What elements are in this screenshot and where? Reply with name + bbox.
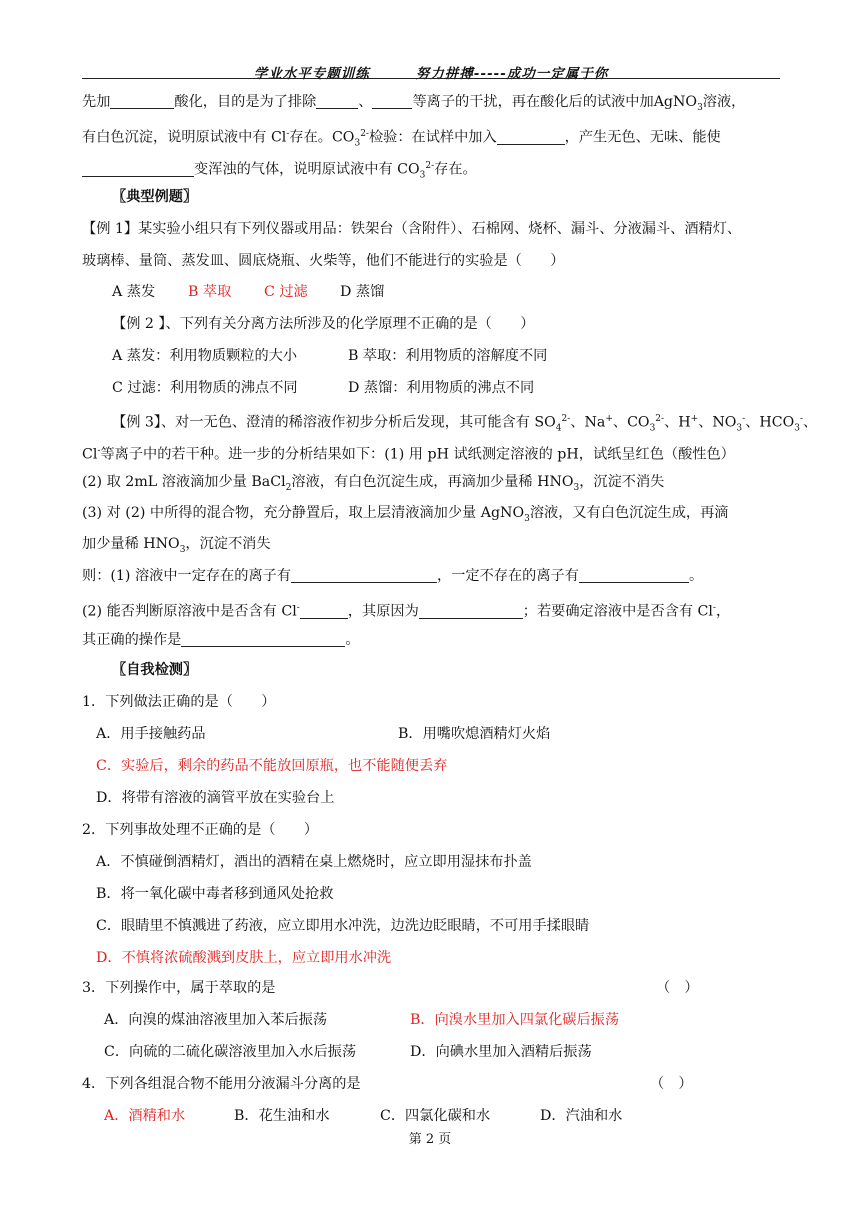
q2-option-d: D．不慎将浓硫酸溅到皮肤上，应立即用水冲洗: [96, 950, 392, 966]
q2-stem: 2．下列事故处理不正确的是（ ）: [82, 822, 319, 838]
q3-option-a: A．向溴的煤油溶液里加入苯后振荡: [104, 1012, 328, 1028]
ex3-text: ，一定不存在的离子有: [437, 568, 579, 584]
subscript: 3: [794, 423, 800, 434]
ex3-line-5: [82, 534, 271, 560]
superscript: -: [296, 603, 300, 613]
answer-blank[interactable]: [82, 160, 194, 177]
answer-blank[interactable]: [291, 566, 437, 583]
superscript: -: [712, 603, 716, 613]
ex3-text: ，沉淀不消失: [185, 536, 271, 552]
ex3-text: ，: [715, 603, 731, 620]
ex3-line-1: [112, 409, 817, 439]
ex3-text: 则：(1) 溶液中一定存在的离子有: [82, 568, 292, 584]
ex3-line-6: [82, 566, 703, 586]
subscript: 3: [419, 170, 426, 181]
superscript: 2-: [425, 161, 435, 171]
page-header: [82, 62, 780, 82]
q4-option-c: C．四氯化碳和水: [380, 1108, 491, 1124]
ex3-text: 等离子中的若干种。进一步的分析结果如下：(1) 用 pH 试纸测定溶液的 pH，试纸呈红色（酸性色）: [100, 446, 735, 463]
ex3-line-2: [82, 441, 735, 465]
q3-stem: 3．下列操作中，属于萃取的是: [82, 980, 276, 996]
ex1-option-d: D 蒸馏: [340, 284, 385, 300]
q3-option-b: B．向溴水里加入四氯化碳后振荡: [410, 1012, 620, 1028]
ex2-option-a: A 蒸发：利用物质颗粒的大小: [112, 348, 298, 364]
subscript: 3: [573, 482, 580, 493]
subscript: 4: [555, 423, 562, 434]
q4-option-d: D．汽油和水: [540, 1108, 623, 1124]
q3-option-c: C．向硫的二硫化碳溶液里加入水后振荡: [104, 1044, 357, 1060]
answer-blank[interactable]: [300, 602, 348, 619]
ex3-text: ；若要确定溶液中是否含有 Cl: [522, 603, 713, 620]
subscript: 3: [697, 102, 703, 113]
intro-text: 酸化，目的是为了排除: [174, 94, 317, 110]
ex1-line-1: 【例 1】某实验小组只有下列仪器或用品：铁架台（含附件）、石棉网、烧杯、漏斗、分液漏斗、酒精灯、: [82, 221, 742, 237]
ex1-line-2: 玻璃棒、量筒、蒸发皿、圆底烧瓶、火柴等，他们不能进行的实验是（ ）: [82, 253, 565, 269]
ex3-text: (2) 取 2mL 溶液滴加少量 BaCl: [82, 474, 286, 490]
intro-text: 溶液，: [702, 94, 746, 110]
header-left: 学业水平专题训练: [253, 66, 370, 82]
ex2-option-b: B 萃取：利用物质的溶解度不同: [348, 348, 548, 364]
subscript: 3: [354, 138, 361, 149]
ex3-text: 溶液，又有白色沉淀生成，再滴: [529, 505, 729, 521]
ex3-text: 、CO: [612, 414, 650, 431]
ex3-text: ，沉淀不消失: [579, 474, 665, 490]
intro-text: 变浑浊的气体，说明原试液中有 CO: [194, 161, 420, 178]
ex3-text: 【例 3】、对一无色、澄清的稀溶液作初步分析后发现，其可能含有 SO: [112, 414, 556, 431]
answer-blank[interactable]: [316, 92, 358, 109]
q4-option-b: B．花生油和水: [234, 1108, 330, 1124]
intro-text: 等离子的干扰，再在酸化后的试液中加: [412, 94, 654, 110]
answer-blank[interactable]: [181, 630, 345, 647]
answer-blank[interactable]: [372, 92, 412, 109]
superscript: -: [742, 414, 746, 424]
ex3-text: Cl: [82, 446, 98, 463]
intro-text: 检验：在试样中加入: [368, 129, 497, 146]
q4-option-a: A．酒精和水: [104, 1108, 186, 1124]
ex3-line-3: [82, 472, 664, 498]
ex3-text: 。: [345, 632, 360, 648]
ex1-option-c: C 过滤: [264, 284, 308, 300]
q1-option-a: A．用手接触药品: [96, 726, 206, 742]
intro-line-2: [82, 124, 721, 154]
intro-text: 存在。CO: [289, 129, 355, 146]
ex3-text: 、HCO: [745, 414, 795, 431]
ex3-text: 、H: [664, 414, 691, 431]
section-self-check: 〖自我检测〗: [112, 662, 198, 678]
subscript: 3: [736, 423, 743, 434]
page-number: 第 2 页: [408, 1132, 452, 1147]
answer-blank[interactable]: [497, 128, 565, 145]
q1-option-d: D．将带有溶液的滴管平放在实验台上: [96, 790, 335, 806]
q1-option-c: C．实验后，剩余的药品不能放回原瓶，也不能随便丢弃: [96, 758, 448, 774]
q2-option-a: A．不慎碰倒酒精灯，酒出的酒精在桌上燃烧时，应立即用湿抹布扑盖: [96, 854, 532, 870]
q2-option-c: C．眼睛里不慎溅进了药液，应立即用水冲洗，边洗边眨眼睛，不可用手揉眼睛: [96, 918, 590, 934]
header-right: 努力拼搏-----成功一定属于你: [415, 66, 609, 82]
q1-stem: 1．下列做法正确的是（ ）: [82, 694, 276, 710]
ex3-text: 。: [688, 568, 704, 584]
ex3-text: 其正确的操作是: [82, 632, 182, 648]
intro-line-3: [82, 156, 477, 186]
header-divider: [82, 78, 780, 79]
subscript: 3: [649, 423, 656, 434]
answer-blank[interactable]: [579, 566, 689, 583]
q2-option-b: B．将一氧化碳中毒者移到通风处抢救: [96, 886, 334, 902]
intro-text: AgNO: [653, 94, 698, 110]
ex1-option-b: B 萃取: [188, 284, 232, 300]
superscript: -: [799, 414, 804, 424]
ex3-text: (2) 能否判断原溶液中是否含有 Cl: [82, 603, 297, 620]
subscript: 3: [179, 544, 186, 555]
q4-answer-paren: （ ）: [650, 1076, 693, 1092]
ex3-text: 、NO: [698, 414, 737, 431]
answer-blank[interactable]: [110, 92, 174, 109]
ex3-text: 溶液，有白色沉淀生成，再滴加少量稀 HNO: [291, 474, 574, 490]
intro-text: 有白色沉淀，说明原试液中有 Cl: [82, 129, 287, 146]
ex3-line-4: [82, 503, 728, 529]
ex2-option-c: C 过滤：利用物质的沸点不同: [112, 380, 298, 396]
ex3-line-8: [82, 630, 360, 650]
superscript: 2-: [360, 129, 369, 139]
superscript: -: [97, 446, 101, 456]
ex3-line-7: [82, 598, 730, 622]
superscript: 2-: [655, 414, 665, 424]
superscript: -: [286, 129, 290, 139]
ex3-text: ，其原因为: [347, 603, 419, 620]
intro-text: 先加: [82, 94, 111, 110]
intro-text: 、: [358, 94, 373, 110]
ex3-text: 、: [803, 414, 818, 431]
answer-blank[interactable]: [419, 602, 523, 619]
superscript: +: [690, 414, 699, 424]
intro-text: ，产生无色、无味、能使: [564, 129, 721, 146]
ex1-option-a: A 蒸发: [112, 284, 156, 300]
subscript: 3: [524, 513, 530, 524]
q3-answer-paren: （ ）: [656, 980, 699, 996]
section-typical-examples: 〖典型例题〗: [112, 189, 198, 205]
ex3-text: 、Na: [570, 414, 606, 431]
intro-line-1: [82, 92, 745, 118]
q1-option-b: B．用嘴吹熄酒精灯火焰: [398, 726, 551, 742]
ex3-text: (3) 对 (2) 中所得的混合物，充分静置后，取上层清液滴加少量 AgNO: [82, 505, 525, 521]
superscript: 2-: [561, 414, 571, 424]
subscript: 2: [285, 482, 292, 493]
superscript: +: [605, 414, 613, 424]
q4-stem: 4．下列各组混合物不能用分液漏斗分离的是: [82, 1076, 361, 1092]
ex2-line-1: 【例 2 】、下列有关分离方法所涉及的化学原理不正确的是（ ）: [112, 316, 535, 332]
ex3-text: 加少量稀 HNO: [82, 536, 180, 552]
ex2-option-d: D 蒸馏：利用物质的沸点不同: [348, 380, 535, 396]
intro-text: 存在。: [434, 161, 477, 178]
q3-option-d: D．向碘水里加入酒精后振荡: [410, 1044, 592, 1060]
